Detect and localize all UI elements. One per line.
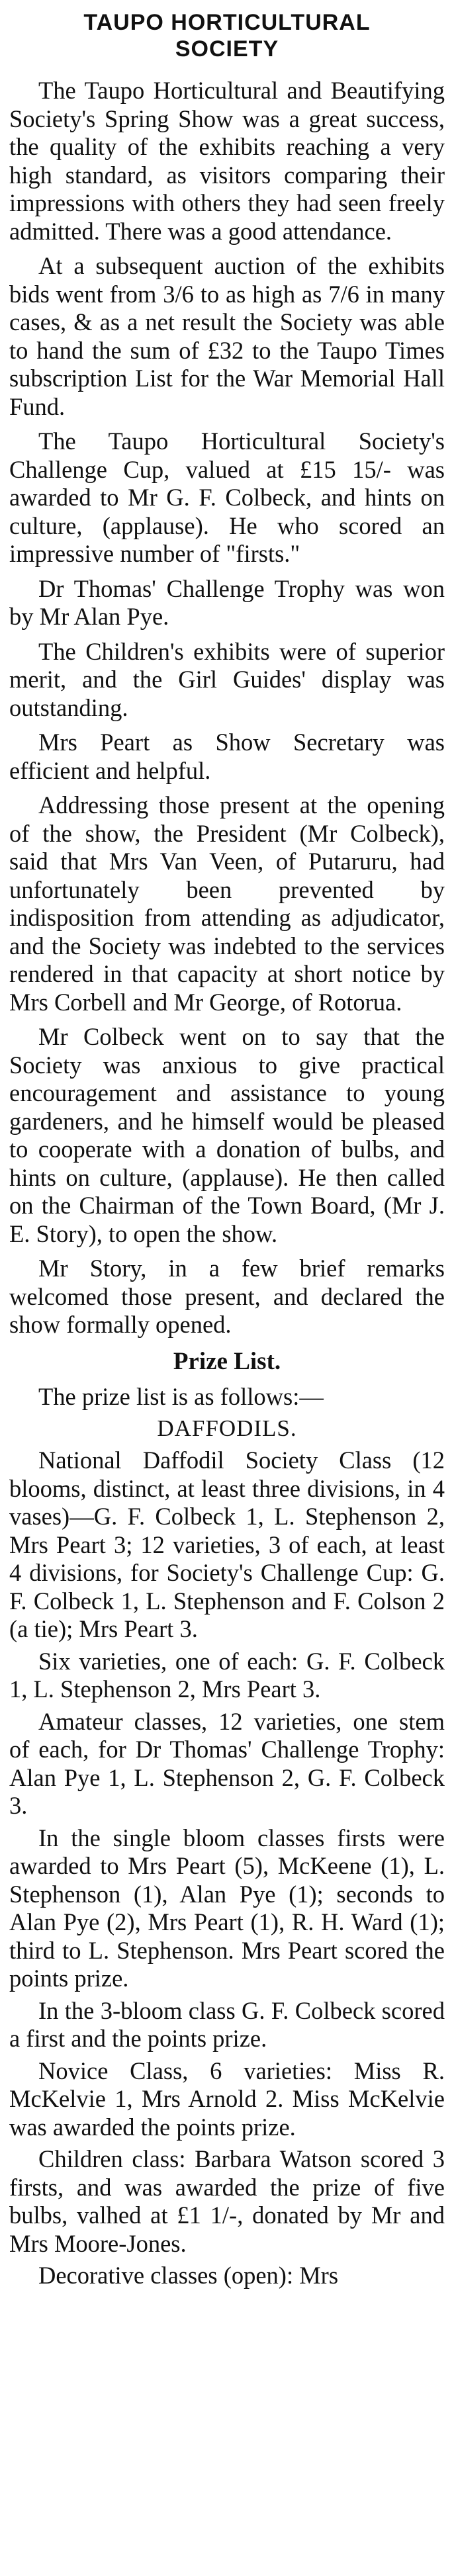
- headline-line-2: SOCIETY: [175, 36, 279, 62]
- paragraph-story-remarks: Mr Story, in a few brief remarks welcomed those present, and declared the show formally opened.: [9, 1255, 445, 1338]
- headline-line-1: TAUPO HORTICULTURAL: [83, 10, 371, 35]
- prize-entry-novice-class: Novice Class, 6 varieties: Miss R. McKelvie 1, Mrs Arnold 2. Miss McKelvie was awarded the points prize.: [9, 2057, 445, 2141]
- newspaper-article: [9, 0, 445, 2294]
- section-heading-daffodils: DAFFODILS.: [157, 1415, 297, 1441]
- prize-entry-three-bloom: In the 3-bloom class G. F. Colbeck scored a first and the points prize.: [9, 1996, 445, 2052]
- paragraph-president-address: Addressing those present at the opening of the show, the President (Mr Colbeck), said that Mrs Van Veen, of Putaruru, had unfortunately been prevented by indisposition from attending as adjudicator, and the Society was indebted to the services rendered in that capacity at short notice by Mrs Corbell and Mr George, of Rotorua.: [9, 791, 445, 1016]
- paragraph-thomas-trophy: Dr Thomas' Challenge Trophy was won by Mr Alan Pye.: [9, 574, 445, 630]
- prize-entry-six-varieties: Six varieties, one of each: G. F. Colbeck 1, L. Stephenson 2, Mrs Peart 3.: [9, 1647, 445, 1703]
- paragraph-challenge-cup: The Taupo Horticultural Society's Challenge Cup, valued at £15 15/- was awarded to Mr G. F. Colbeck, and hints on culture, (applause). He who scored an impressive number of "firsts.": [9, 427, 445, 567]
- paragraph-auction: At a subsequent auction of the exhibits bids went from 3/6 to as high as 7/6 in many cases, & as a net result the Society was able to hand the sum of £32 to the Taupo Times subscription List for the War Memorial Hall Fund.: [9, 252, 445, 420]
- prize-entry-children-class: Children class: Barbara Watson scored 3 firsts, and was awarded the prize of five bulbs, valhed at £1 1/-, donated by Mr and Mrs Moore-Jones.: [9, 2145, 445, 2257]
- paragraph-show-success: The Taupo Horticultural and Beautifying Society's Spring Show was a great success, the quality of the exhibits reaching a very high standard, as visitors comparing their impressions with others they had seen freely admitted. There was a good attendance.: [9, 77, 445, 245]
- article-headline: [9, 9, 445, 62]
- prize-entry-amateur-classes: Amateur classes, 12 varieties, one stem of each, for Dr Thomas' Challenge Trophy: Alan Pye 1, L. Stephenson 2, G. F. Colbeck 3.: [9, 1707, 445, 1819]
- paragraph-show-secretary: Mrs Peart as Show Secretary was efficient and helpful.: [9, 729, 445, 784]
- paragraph-colbeck-remarks: Mr Colbeck went on to say that the Society was anxious to give practical encouragement and assistance to young gardeners, and he himself would be pleased to cooperate with a donation of bulbs, and hints on culture, (applause). He then called on the Chairman of the Town Board, (Mr J. E. Story), to open the show.: [9, 1023, 445, 1247]
- prize-list-heading: Prize List.: [173, 1347, 281, 1375]
- paragraph-children-exhibits: The Children's exhibits were of superior merit, and the Girl Guides' display was outstanding.: [9, 637, 445, 721]
- prize-list-intro: The prize list is as follows:—: [38, 1382, 324, 1410]
- prize-entry-single-bloom: In the single bloom classes firsts were awarded to Mrs Peart (5), McKeene (1), L. Stephenson (1), Alan Pye (1); seconds to Alan Pye (2), Mrs Peart (1), R. H. Ward (1); third to L. Stephenson. Mrs Peart scored the points prize.: [9, 1824, 445, 1992]
- prize-entry-decorative-classes: Decorative classes (open): Mrs: [38, 2262, 339, 2289]
- prize-entry-national-class: National Daffodil Society Class (12 blooms, distinct, at least three divisions, in 4 vases)—G. F. Colbeck 1, L. Stephenson 2, Mrs Peart 3; 12 varieties, 3 of each, at least 4 divisions, for Society's Challenge Cup: G. F. Colbeck 1, L. Stephenson and F. Colson 2 (a tie); Mrs Peart 3.: [9, 1446, 445, 1642]
